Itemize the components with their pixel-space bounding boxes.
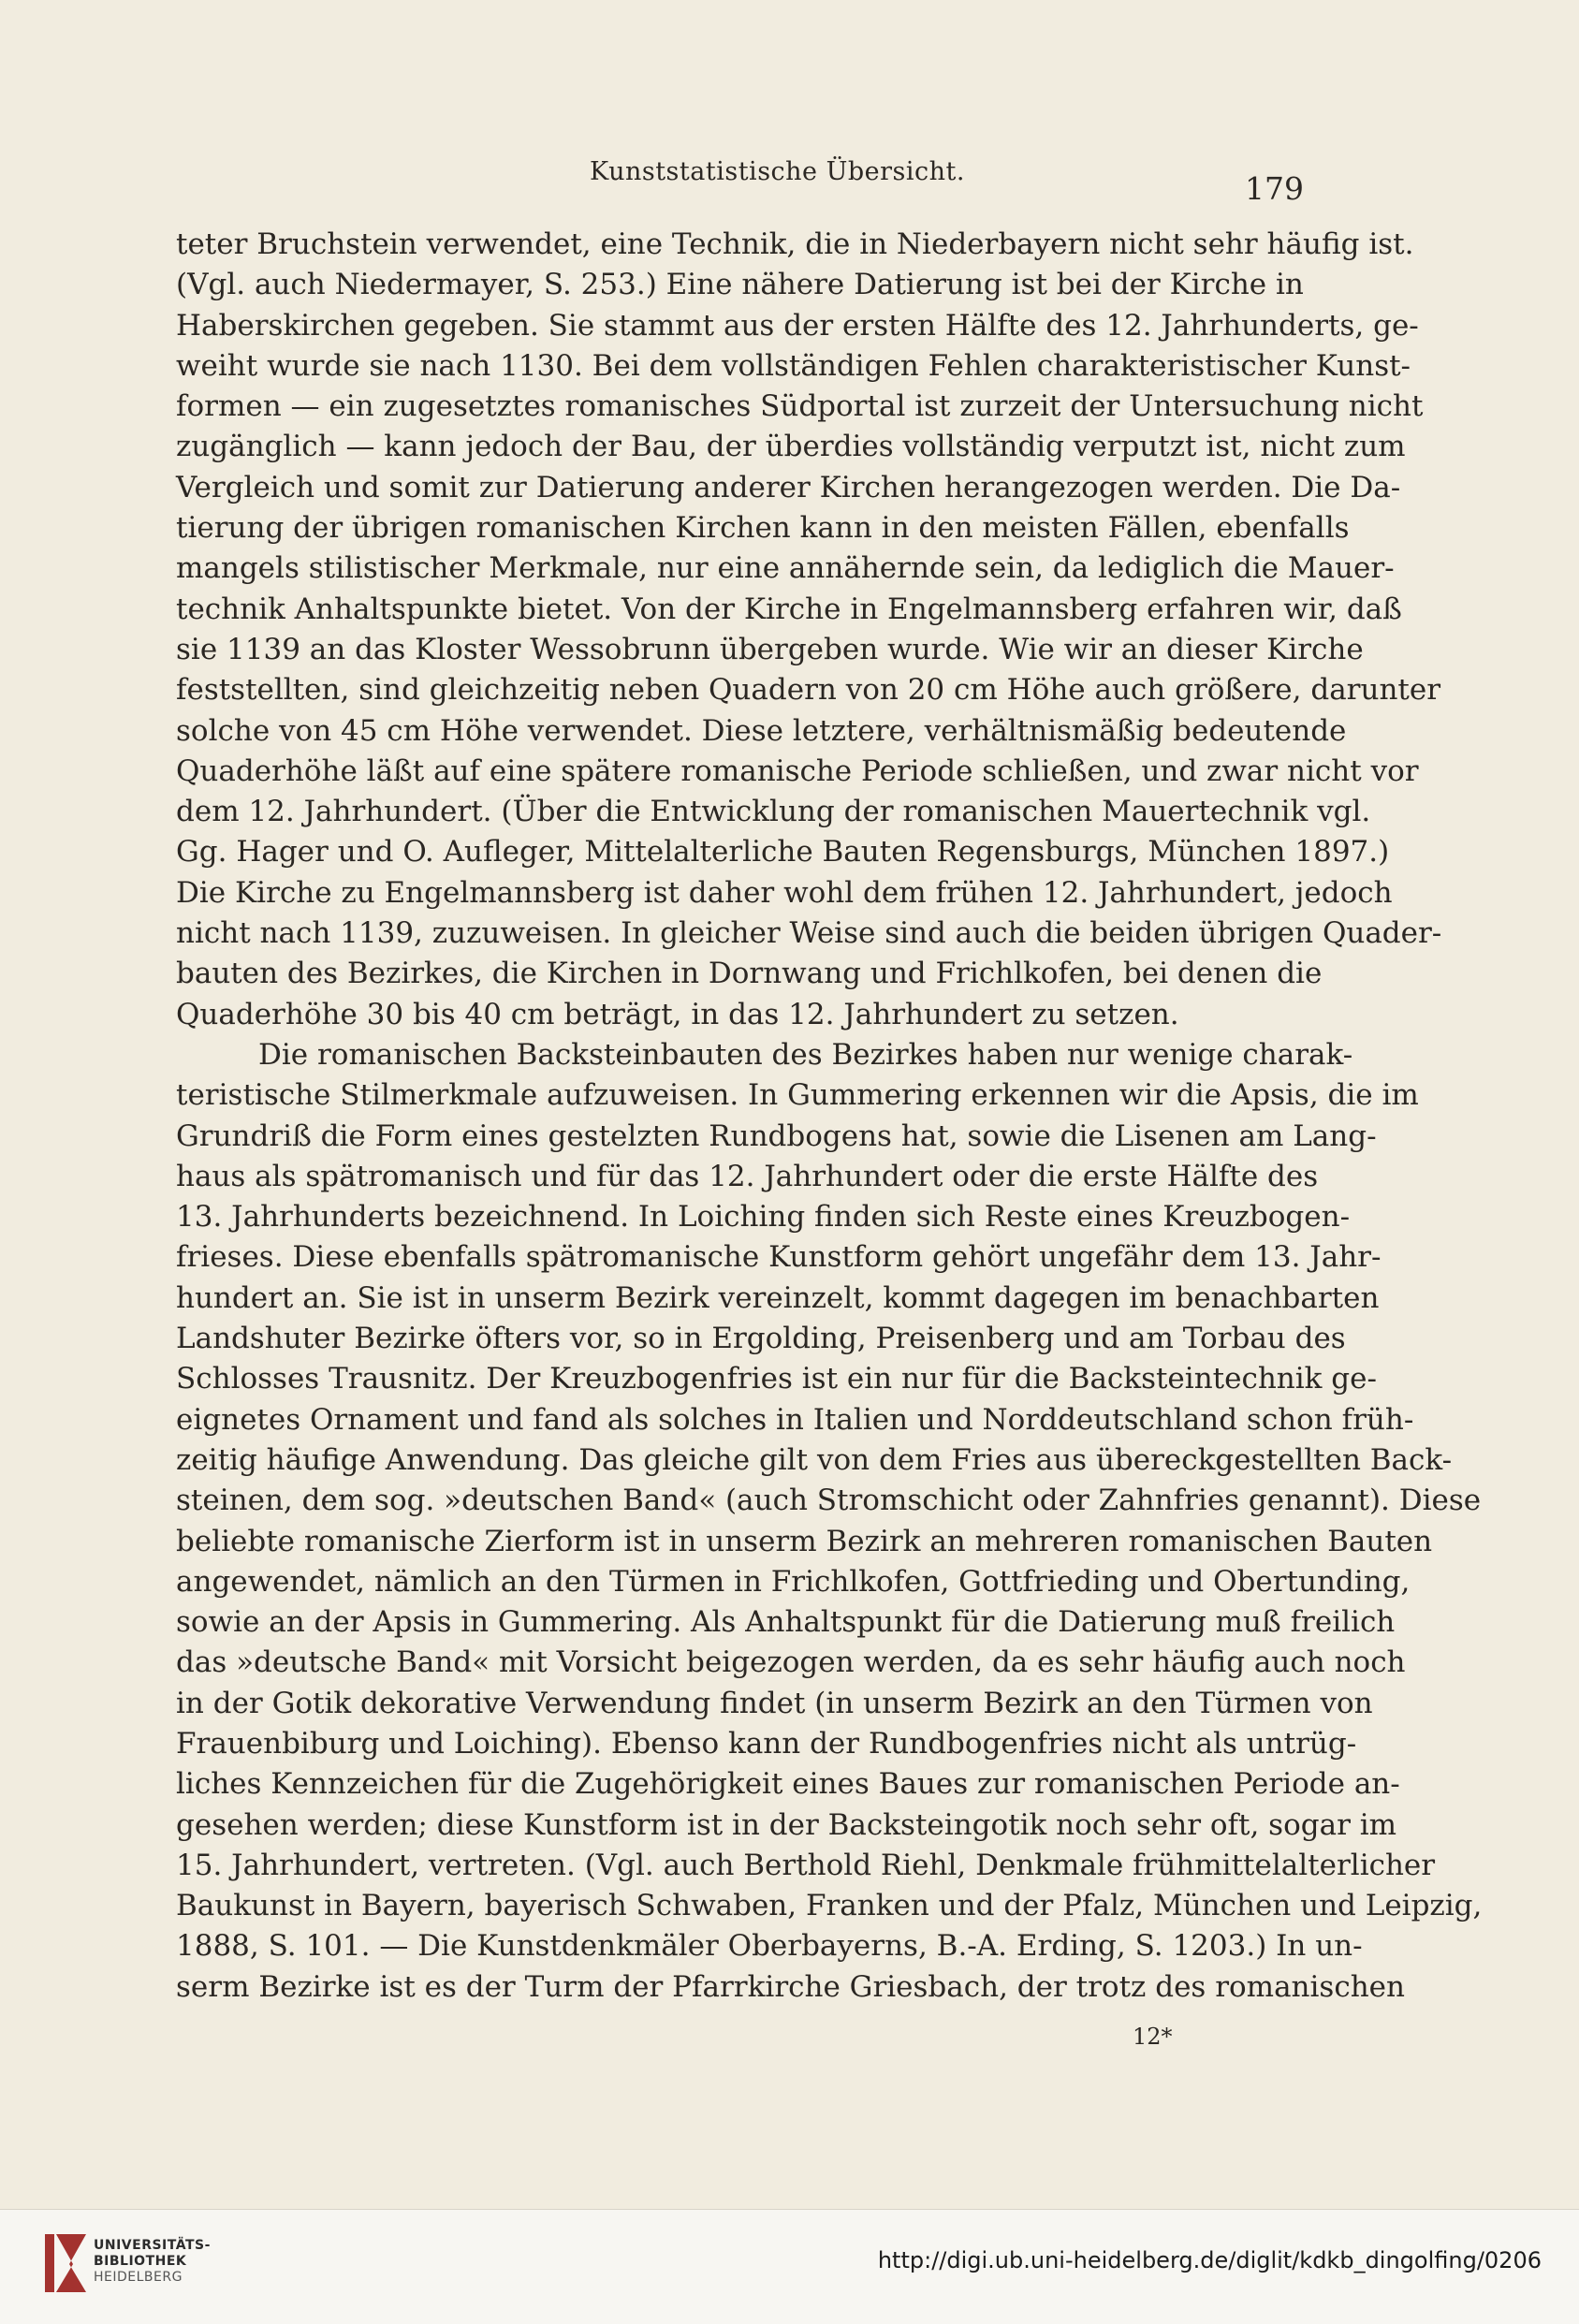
text-line: Quaderhöhe 30 bis 40 cm beträgt, in das 12. Jahrhundert zu setzen. bbox=[176, 997, 1179, 1031]
text-line: beliebte romanische Zierform ist in unserm Bezirk an mehreren romanischen Bauten bbox=[176, 1524, 1433, 1558]
text-line: zeitig häufige Anwendung. Das gleiche gilt von dem Fries aus übereckgestellten Back- bbox=[176, 1442, 1453, 1477]
text-line: sowie an der Apsis in Gummering. Als Anhaltspunkt für die Datierung muß freilich bbox=[176, 1605, 1396, 1640]
text-line: Haberskirchen gegeben. Sie stammt aus der ersten Hälfte des 12. Jahrhunderts, ge- bbox=[176, 308, 1419, 343]
signature-mark: 12* bbox=[1133, 2024, 1173, 2050]
text-line: teristische Stilmerkmale aufzuweisen. In Gummering erkennen wir die Apsis, die im bbox=[176, 1078, 1419, 1113]
text-line: gesehen werden; diese Kunstform ist in der Backsteingotik noch sehr oft, sogar im bbox=[176, 1807, 1397, 1842]
text-line: dem 12. Jahrhundert. (Über die Entwicklung der romanischen Mauertechnik vgl. bbox=[176, 795, 1371, 829]
text-line: zugänglich — kann jedoch der Bau, der überdies vollständig verputzt ist, nicht zum bbox=[176, 430, 1406, 464]
text-line: Vergleich und somit zur Datierung anderer Kirchen herangezogen werden. Die Da- bbox=[176, 470, 1401, 504]
text-line: teter Bruchstein verwendet, eine Technik, die in Niederbayern nicht sehr häufig ist. bbox=[176, 227, 1414, 261]
text-line: hundert an. Sie ist in unserm Bezirk vereinzelt, kommt dagegen im benachbarten bbox=[176, 1280, 1380, 1315]
text-line: das »deutsche Band« mit Vorsicht beigezogen werden, da es sehr häufig auch noch bbox=[176, 1645, 1406, 1680]
text-line: technik Anhaltspunkte bietet. Von der Kirche in Engelmannsberg erfahren wir, daß bbox=[176, 592, 1402, 626]
text-line: sie 1139 an das Kloster Wessobrunn übergeben wurde. Wie wir an dieser Kirche bbox=[176, 632, 1364, 666]
text-line: solche von 45 cm Höhe verwendet. Diese letztere, verhältnismäßig bedeutende bbox=[176, 713, 1347, 748]
text-line: mangels stilistischer Merkmale, nur eine annähernde sein, da lediglich die Mauer- bbox=[176, 551, 1395, 586]
text-line: nicht nach 1139, zuzuweisen. In gleicher Weise sind auch die beiden übrigen Quader- bbox=[176, 916, 1442, 951]
text-line: eignetes Ornament und fand als solches in Italien und Norddeutschland schon früh- bbox=[176, 1402, 1414, 1437]
text-line: feststellten, sind gleichzeitig neben Quadern von 20 cm Höhe auch größere, darunter bbox=[176, 673, 1441, 708]
text-line: Baukunst in Bayern, bayerisch Schwaben, Franken und der Pfalz, München und Leipzig, bbox=[176, 1889, 1483, 1923]
text-line: tierung der übrigen romanischen Kirchen kann in den meisten Fällen, ebenfalls bbox=[176, 511, 1350, 546]
text-line: 1888, S. 101. — Die Kunstdenkmäler Oberbayerns, B.-A. Erding, S. 1203.) In un- bbox=[176, 1929, 1363, 1964]
library-name-line2: BIBLIOTHEK bbox=[94, 2254, 187, 2269]
text-line: angewendet, nämlich an den Türmen in Frichlkofen, Gottfrieding und Obertunding, bbox=[176, 1564, 1411, 1599]
text-line: bauten des Bezirkes, die Kirchen in Dornwang und Frichlkofen, bei denen die bbox=[176, 957, 1323, 991]
library-name-line1: UNIVERSITÄTS- bbox=[94, 2238, 211, 2253]
library-footer-bar bbox=[0, 2209, 1579, 2324]
page-number: 179 bbox=[1245, 170, 1304, 207]
text-line: Schlosses Trausnitz. Der Kreuzbogenfries ist ein nur für die Backsteintechnik ge- bbox=[176, 1362, 1377, 1396]
library-name-line3: HEIDELBERG bbox=[94, 2270, 183, 2285]
text-line: 15. Jahrhundert, vertreten. (Vgl. auch Berthold Riehl, Denkmale frühmittelalterlicher bbox=[176, 1848, 1436, 1882]
text-line: (Vgl. auch Niedermayer, S. 253.) Eine nähere Datierung ist bei der Kirche in bbox=[176, 268, 1304, 302]
text-line: 13. Jahrhunderts bezeichnend. In Loiching finden sich Reste eines Kreuzbogen- bbox=[176, 1200, 1351, 1235]
text-line: Die Kirche zu Engelmannsberg ist daher wohl dem frühen 12. Jahrhundert, jedoch bbox=[176, 875, 1393, 910]
text-line: Frauenbiburg und Loiching). Ebenso kann der Rundbogenfries nicht als untrüg- bbox=[176, 1726, 1357, 1761]
text-line: Landshuter Bezirke öfters vor, so in Ergolding, Preisenberg und am Torbau des bbox=[176, 1322, 1346, 1356]
running-title: Kunststatistische Übersicht. bbox=[590, 157, 965, 186]
text-line: Grundriß die Form eines gestelzten Rundbogens hat, sowie die Lisenen am Lang- bbox=[176, 1118, 1377, 1153]
text-line: serm Bezirke ist es der Turm der Pfarrkirche Griesbach, der trotz des romanischen bbox=[176, 1969, 1405, 2004]
permalink-url[interactable]: http://digi.ub.uni-heidelberg.de/diglit/kdkb_dingolfing/0206 bbox=[877, 2247, 1542, 2273]
text-line: liches Kennzeichen für die Zugehörigkeit eines Baues zur romanischen Periode an- bbox=[176, 1767, 1400, 1802]
text-line: steinen, dem sog. »deutschen Band« (auch Stromschicht oder Zahnfries genannt). Diese bbox=[176, 1484, 1482, 1518]
text-line: Gg. Hager und O. Aufleger, Mittelalterliche Bauten Regensburgs, München 1897.) bbox=[176, 835, 1390, 870]
text-line: weiht wurde sie nach 1130. Bei dem vollständigen Fehlen charakteristischer Kunst- bbox=[176, 348, 1411, 383]
text-line: Die romanischen Backsteinbauten des Bezirkes haben nur wenige charak- bbox=[258, 1037, 1353, 1072]
text-line: formen — ein zugesetztes romanisches Südportal ist zurzeit der Untersuchung nicht bbox=[176, 389, 1424, 424]
text-line: haus als spätromanisch und für das 12. Jahrhundert oder die erste Hälfte des bbox=[176, 1159, 1319, 1193]
body-text bbox=[176, 225, 1483, 2008]
university-library-logo-icon bbox=[41, 2230, 90, 2296]
text-line: frieses. Diese ebenfalls spätromanische Kunstform gehört ungefähr dem 13. Jahr- bbox=[176, 1240, 1382, 1275]
text-line: in der Gotik dekorative Verwendung findet (in unserm Bezirk an den Türmen von bbox=[176, 1686, 1373, 1720]
text-line: Quaderhöhe läßt auf eine spätere romanische Periode schließen, und zwar nicht vor bbox=[176, 753, 1419, 788]
library-name bbox=[94, 2238, 211, 2286]
